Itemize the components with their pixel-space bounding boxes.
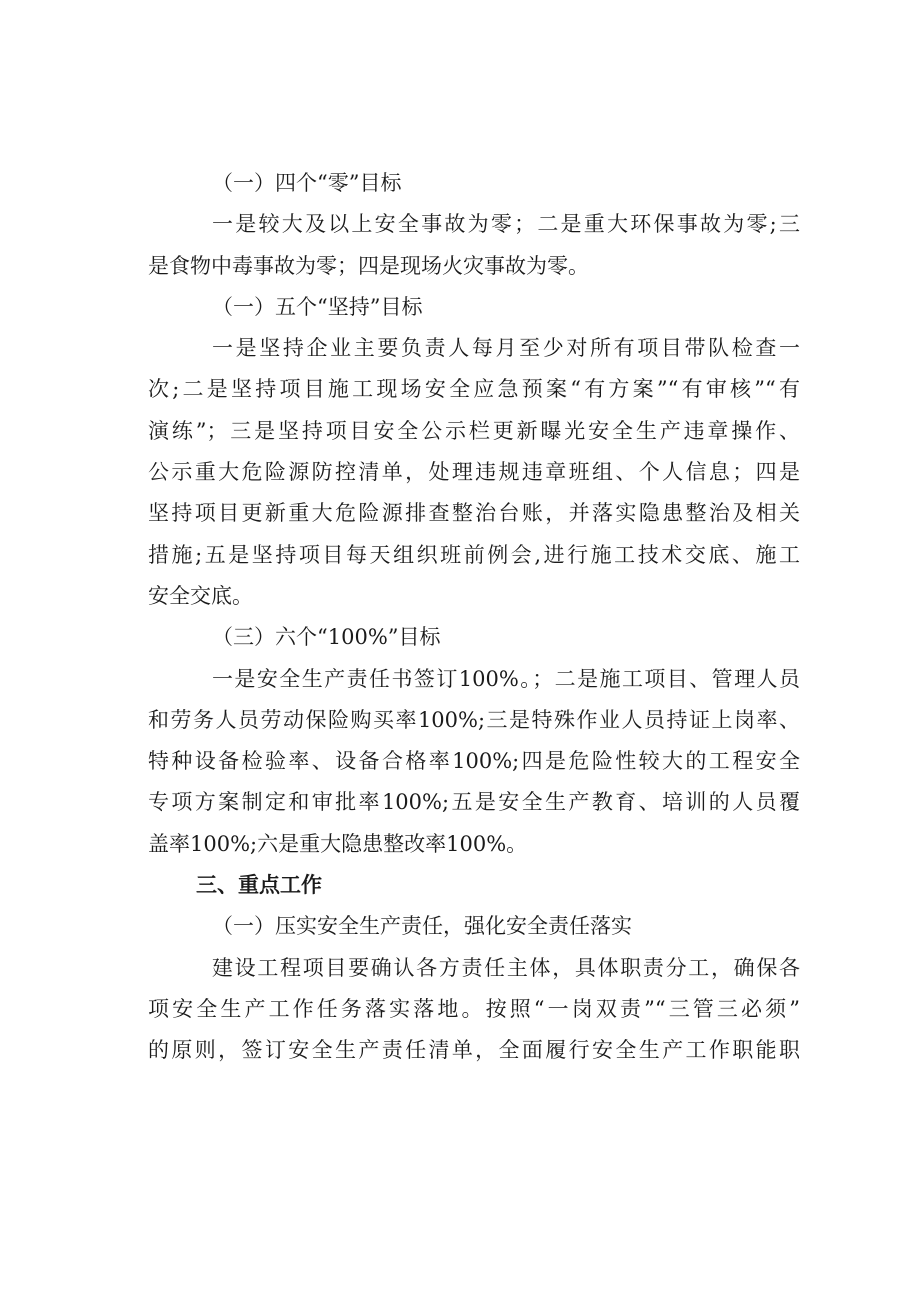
paragraph-line: 盖率100%;六是重大隐患整改率100%。 bbox=[148, 831, 528, 856]
subheading-four-zero-targets: （一）四个“零”目标 bbox=[212, 171, 402, 195]
paragraph-line: 演练”；三是坚持项目安全公示栏更新曝光安全生产违章操作、 bbox=[148, 418, 800, 443]
subheading-five-persist-targets: （一）五个“坚持”目标 bbox=[212, 294, 423, 319]
paragraph-line: 专项方案制定和审批率100%;五是安全生产教育、培训的人员覆 bbox=[148, 790, 800, 815]
paragraph-line: 措施;五是坚持项目每天组织班前例会,进行施工技术交底、施工 bbox=[148, 542, 800, 567]
paragraph-line: 的原则，签订安全生产责任清单，全面履行安全生产工作职能职 bbox=[148, 1038, 800, 1063]
paragraph-line: 一是安全生产责任书签订100%。；二是施工项目、管理人员 bbox=[212, 666, 800, 691]
paragraph-line: 一是较大及以上安全事故为零；二是重大环保事故为零;三 bbox=[212, 212, 800, 237]
paragraph-line: 坚持项目更新重大危险源排查整治台账，并落实隐患整治及相关 bbox=[148, 501, 800, 526]
subheading-six-100-percent-targets: （三）六个“100%”目标 bbox=[212, 625, 441, 650]
paragraph-line: 建设工程项目要确认各方责任主体，具体职责分工，确保各 bbox=[212, 955, 800, 980]
paragraph-line: 项安全生产工作任务落实落地。按照“一岗双责”“三管三必须” bbox=[148, 996, 800, 1021]
paragraph-line: 特种设备检验率、设备合格率100%;四是危险性较大的工程安全 bbox=[148, 749, 800, 774]
section-heading-key-work: 三、重点工作 bbox=[196, 873, 322, 898]
paragraph-line: 次;二是坚持项目施工现场安全应急预案“有方案”“有审核”“有 bbox=[148, 377, 800, 402]
document-page bbox=[148, 163, 800, 1072]
paragraph-line: 公示重大危险源防控清单，处理违规违章班组、个人信息；四是 bbox=[148, 460, 800, 485]
paragraph-line: 一是坚持企业主要负责人每月至少对所有项目带队检查一 bbox=[212, 336, 800, 361]
paragraph-line: 是食物中毒事故为零；四是现场火灾事故为零。 bbox=[148, 253, 589, 278]
subheading-safety-responsibility: （一）压实安全生产责任，强化安全责任落实 bbox=[212, 914, 632, 939]
paragraph-line: 和劳务人员劳动保险购买率100%;三是特殊作业人员持证上岗率、 bbox=[148, 707, 800, 732]
paragraph-line: 安全交底。 bbox=[148, 583, 253, 608]
